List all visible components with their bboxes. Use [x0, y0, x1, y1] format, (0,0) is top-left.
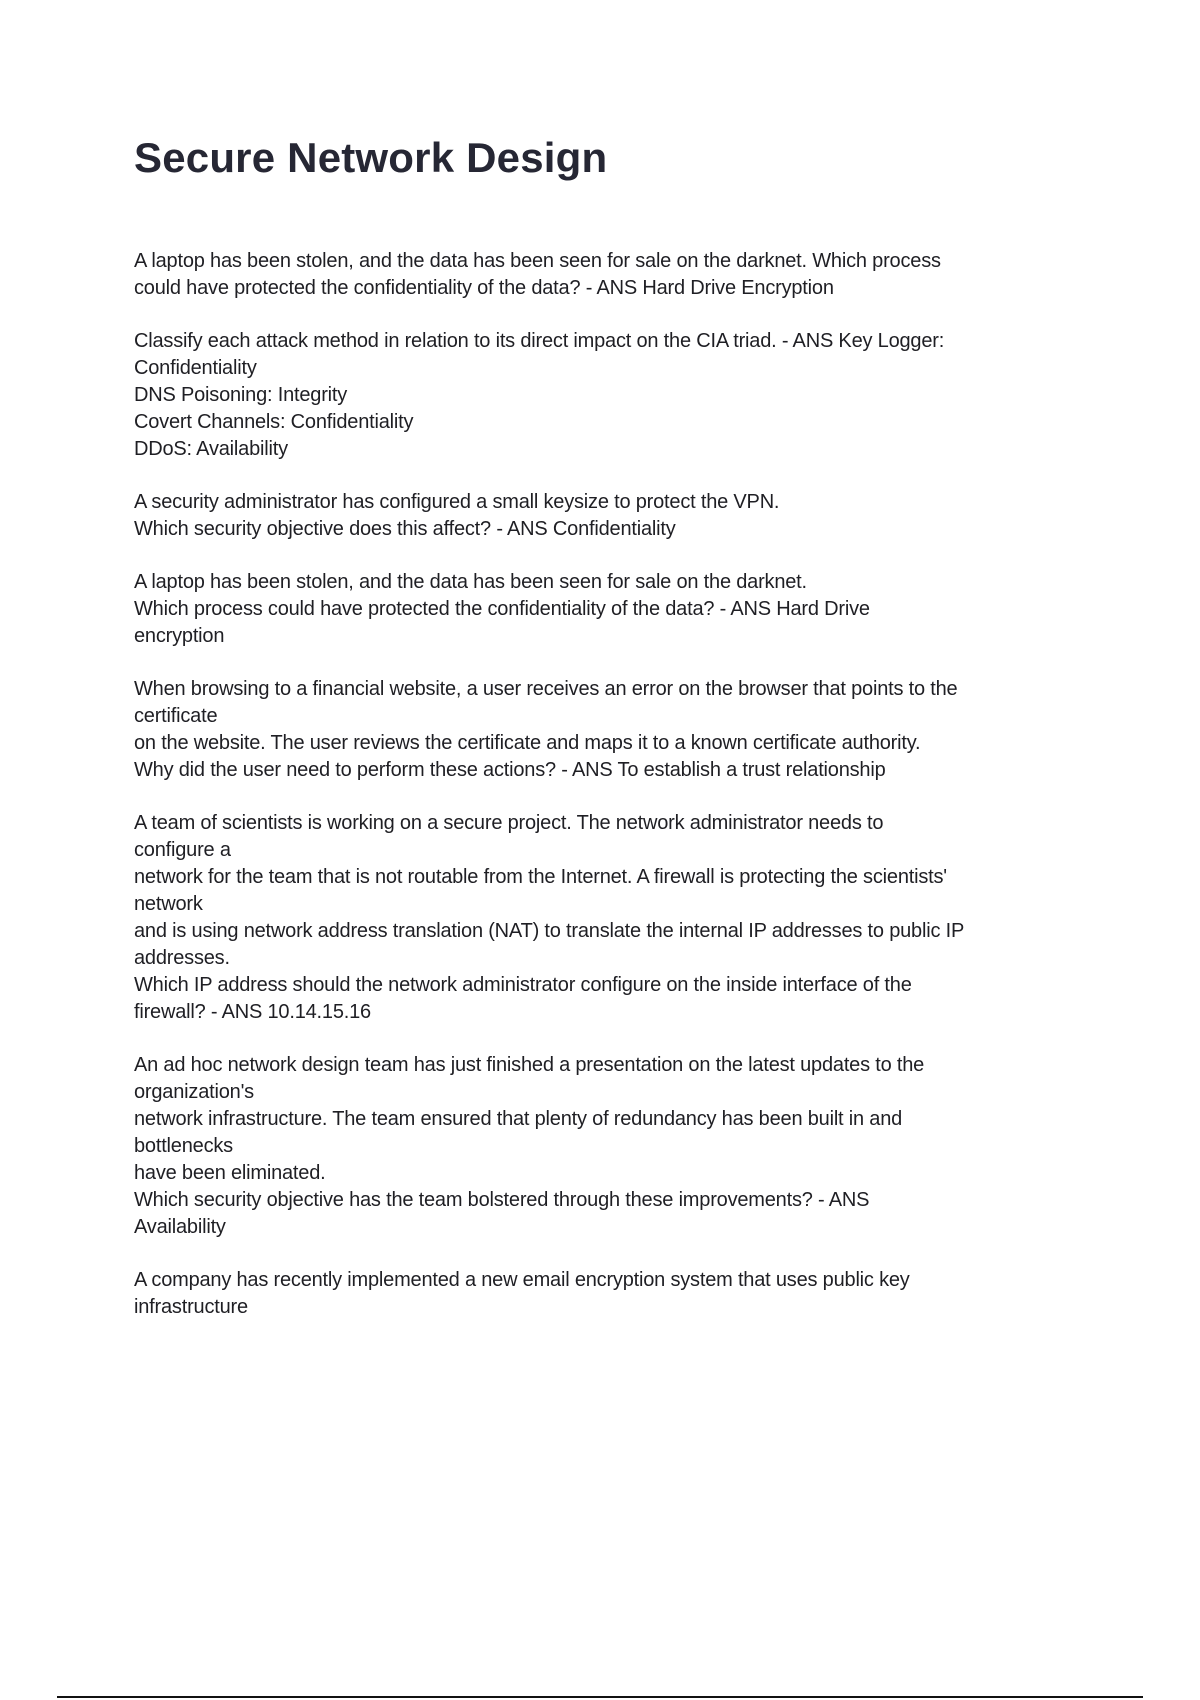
- text-line: A security administrator has configured a small keysize to protect the VPN.: [134, 491, 780, 513]
- text-line: A team of scientists is working on a secure project. The network administrator needs to: [134, 812, 884, 834]
- text-line: Confidentiality: [134, 357, 257, 379]
- qa-item-8: [134, 1267, 1034, 1321]
- page-title: Secure Network Design: [134, 134, 608, 181]
- text-line: A laptop has been stolen, and the data has been seen for sale on the darknet. Which process: [134, 250, 941, 272]
- text-line: When browsing to a financial website, a user receives an error on the browser that points to the: [134, 678, 958, 700]
- qa-item-3: [134, 489, 1034, 543]
- text-line: Which IP address should the network administrator configure on the inside interface of the: [134, 974, 912, 996]
- page-bottom-divider: [57, 1696, 1143, 1698]
- text-line: Which security objective has the team bolstered through these improvements? - ANS: [134, 1189, 870, 1211]
- text-line: network for the team that is not routable from the Internet. A firewall is protecting the scientists': [134, 866, 947, 888]
- text-line: An ad hoc network design team has just finished a presentation on the latest updates to the: [134, 1054, 925, 1076]
- text-line: network infrastructure. The team ensured that plenty of redundancy has been built in and: [134, 1108, 903, 1130]
- text-line: and is using network address translation (NAT) to translate the internal IP addresses to public IP: [134, 920, 965, 942]
- text-line: Classify each attack method in relation to its direct impact on the CIA triad. - ANS Key Logger:: [134, 330, 945, 352]
- text-line: DDoS: Availability: [134, 438, 288, 460]
- text-line: have been eliminated.: [134, 1162, 326, 1184]
- qa-item-6: [134, 810, 1034, 1026]
- qa-item-1: [134, 248, 1034, 302]
- text-line: Which process could have protected the confidentiality of the data? - ANS Hard Drive: [134, 598, 870, 620]
- text-line: bottlenecks: [134, 1135, 233, 1157]
- qa-item-5: [134, 676, 1034, 784]
- text-line: Covert Channels: Confidentiality: [134, 411, 414, 433]
- text-line: infrastructure: [134, 1296, 248, 1318]
- qa-item-7: [134, 1052, 1034, 1241]
- text-line: Why did the user need to perform these actions? - ANS To establish a trust relationship: [134, 759, 886, 781]
- qa-item-2: [134, 328, 1034, 463]
- text-line: network: [134, 893, 203, 915]
- text-line: Availability: [134, 1216, 226, 1238]
- text-line: organization's: [134, 1081, 254, 1103]
- text-line: on the website. The user reviews the certificate and maps it to a known certificate authority.: [134, 732, 921, 754]
- text-line: certificate: [134, 705, 218, 727]
- text-line: could have protected the confidentiality of the data? - ANS Hard Drive Encryption: [134, 277, 834, 299]
- text-line: addresses.: [134, 947, 230, 969]
- qa-item-4: [134, 569, 1034, 650]
- text-line: encryption: [134, 625, 225, 647]
- text-line: Which security objective does this affect? - ANS Confidentiality: [134, 518, 676, 540]
- text-line: A company has recently implemented a new email encryption system that uses public key: [134, 1269, 910, 1291]
- text-line: A laptop has been stolen, and the data has been seen for sale on the darknet.: [134, 571, 807, 593]
- document-body: [134, 248, 1034, 1347]
- text-line: configure a: [134, 839, 231, 861]
- text-line: DNS Poisoning: Integrity: [134, 384, 348, 406]
- text-line: firewall? - ANS 10.14.15.16: [134, 1001, 371, 1023]
